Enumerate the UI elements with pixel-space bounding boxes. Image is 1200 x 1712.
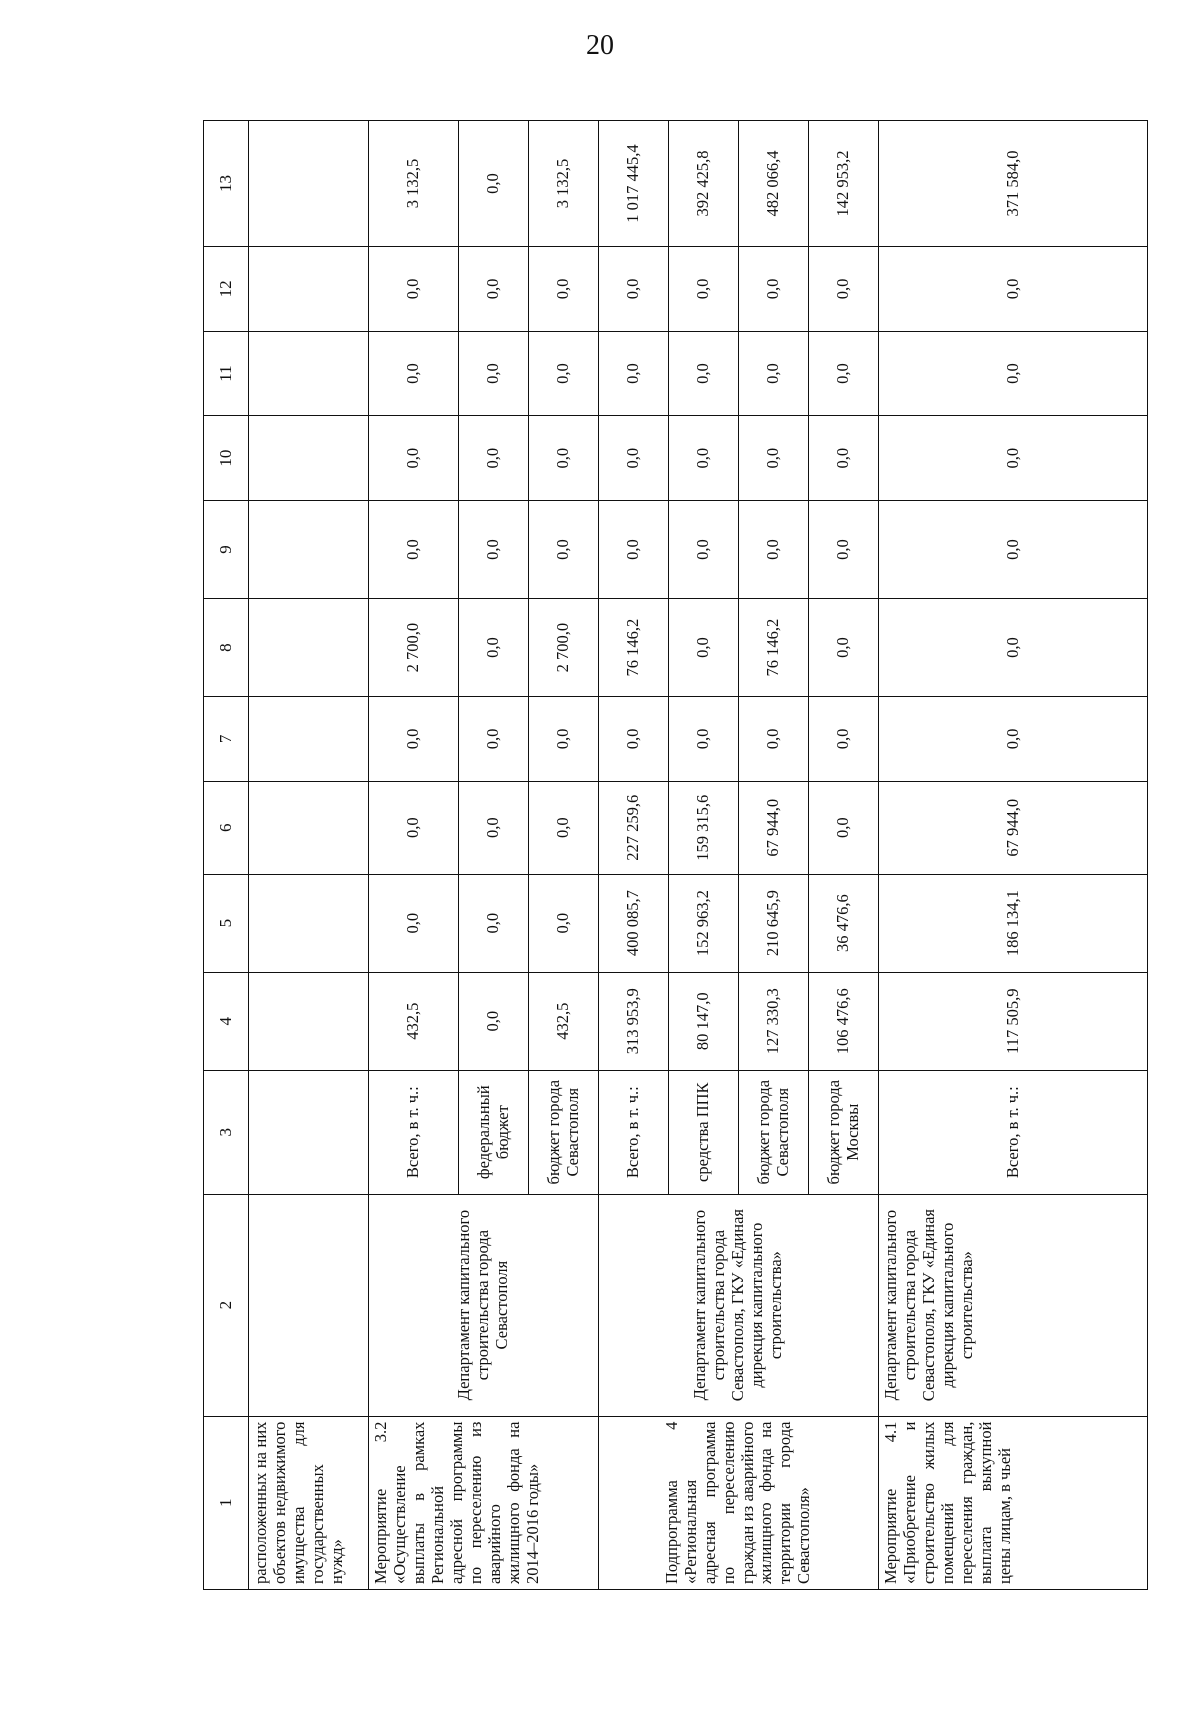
value-cell: 0,0 bbox=[669, 416, 739, 501]
source-cell: средства ППК bbox=[669, 1070, 739, 1194]
table-row bbox=[879, 121, 1148, 1590]
source-cell: федеральный бюджет bbox=[459, 1070, 529, 1194]
value-cell: 127 330,3 bbox=[739, 972, 809, 1070]
source-cell: бюджет города Севастополя bbox=[739, 1070, 809, 1194]
value-cell: 0,0 bbox=[739, 697, 809, 782]
value-cell: 392 425,8 bbox=[669, 121, 739, 247]
value-cell: 186 134,1 bbox=[879, 874, 1148, 972]
activity-name-cell: Подпрограмма 4 «Региональная адресная программа по переселению граждан из аварийного жилищного фонда на территории города Севастополя» bbox=[599, 1416, 879, 1589]
value-cell: 0,0 bbox=[369, 697, 459, 782]
value-cell: 0,0 bbox=[739, 500, 809, 598]
value-cell: 0,0 bbox=[459, 500, 529, 598]
source-cell: бюджет города Севастополя bbox=[529, 1070, 599, 1194]
value-cell: 227 259,6 bbox=[599, 781, 669, 874]
header-cell: 13 bbox=[204, 121, 249, 247]
value-cell: 0,0 bbox=[529, 874, 599, 972]
activity-name-cell: Мероприятие 3.2 «Осуществление выплаты в рамках Региональной адресной программы по переселению из аварийного жилищного фонда на 2014–2016 годы» bbox=[369, 1416, 599, 1589]
source-cell: бюджет города Москвы bbox=[809, 1070, 879, 1194]
value-cell: 0,0 bbox=[599, 247, 669, 332]
header-cell: 6 bbox=[204, 781, 249, 874]
value-cell: 0,0 bbox=[529, 781, 599, 874]
value-cell: 0,0 bbox=[879, 500, 1148, 598]
value-cell: 0,0 bbox=[739, 416, 809, 501]
value-cell: 0,0 bbox=[369, 500, 459, 598]
value-cell: 0,0 bbox=[809, 416, 879, 501]
value-cell: 0,0 bbox=[459, 331, 529, 416]
value-cell: 0,0 bbox=[879, 416, 1148, 501]
value-cell: 2 700,0 bbox=[369, 599, 459, 697]
value-cell: 0,0 bbox=[739, 247, 809, 332]
value-cell: 0,0 bbox=[809, 697, 879, 782]
value-cell: 0,0 bbox=[369, 247, 459, 332]
value-cell: 0,0 bbox=[369, 874, 459, 972]
value-cell: 0,0 bbox=[739, 331, 809, 416]
value-cell: 482 066,4 bbox=[739, 121, 809, 247]
value-cell: 0,0 bbox=[369, 781, 459, 874]
value-cell: 0,0 bbox=[809, 500, 879, 598]
header-cell: 12 bbox=[204, 247, 249, 332]
value-cell: 313 953,9 bbox=[599, 972, 669, 1070]
table-row bbox=[249, 121, 369, 1590]
value-cell: 0,0 bbox=[459, 247, 529, 332]
value-cell: 0,0 bbox=[599, 500, 669, 598]
value-cell: 0,0 bbox=[599, 697, 669, 782]
value-cell: 106 476,6 bbox=[809, 972, 879, 1070]
value-cell: 0,0 bbox=[459, 416, 529, 501]
value-cell: 0,0 bbox=[809, 247, 879, 332]
header-cell: 8 bbox=[204, 599, 249, 697]
activity-name-cell: Мероприятие 4.1 «Приобретение и строительство жилых помещений для переселения граждан, выплата выкупной цены лицам, в чьей bbox=[879, 1416, 1148, 1589]
value-cell: 117 505,9 bbox=[879, 972, 1148, 1070]
executor-cell: Департамент капитального строительства города Севастополя bbox=[369, 1194, 599, 1416]
value-cell: 0,0 bbox=[669, 331, 739, 416]
value-cell: 142 953,2 bbox=[809, 121, 879, 247]
executor-cell: Департамент капитального строительства города Севастополя, ГКУ «Единая дирекция капитального строительства» bbox=[599, 1194, 879, 1416]
value-cell: 0,0 bbox=[529, 500, 599, 598]
table-row bbox=[369, 121, 459, 1590]
source-cell: Всего, в т. ч.: bbox=[599, 1070, 669, 1194]
value-cell: 2 700,0 bbox=[529, 599, 599, 697]
header-cell: 5 bbox=[204, 874, 249, 972]
value-cell: 0,0 bbox=[459, 121, 529, 247]
rotated-table-container bbox=[203, 120, 1148, 1590]
header-cell: 10 bbox=[204, 416, 249, 501]
value-cell: 76 146,2 bbox=[599, 599, 669, 697]
value-cell: 432,5 bbox=[369, 972, 459, 1070]
value-cell: 67 944,0 bbox=[739, 781, 809, 874]
value-cell: 0,0 bbox=[459, 874, 529, 972]
activity-name-cell: расположенных на них объектов недвижимого имущества для государственных нужд» bbox=[249, 1416, 369, 1589]
value-cell: 0,0 bbox=[459, 972, 529, 1070]
value-cell: 0,0 bbox=[459, 781, 529, 874]
value-cell: 3 132,5 bbox=[529, 121, 599, 247]
value-cell: 0,0 bbox=[529, 416, 599, 501]
value-cell: 36 476,6 bbox=[809, 874, 879, 972]
value-cell: 3 132,5 bbox=[369, 121, 459, 247]
table-row bbox=[599, 121, 669, 1590]
value-cell: 0,0 bbox=[879, 331, 1148, 416]
value-cell: 0,0 bbox=[809, 599, 879, 697]
value-cell: 0,0 bbox=[669, 697, 739, 782]
value-cell: 0,0 bbox=[809, 781, 879, 874]
value-cell: 432,5 bbox=[529, 972, 599, 1070]
value-cell: 0,0 bbox=[669, 599, 739, 697]
value-cell: 159 315,6 bbox=[669, 781, 739, 874]
header-cell: 4 bbox=[204, 972, 249, 1070]
value-cell: 0,0 bbox=[669, 500, 739, 598]
value-cell: 0,0 bbox=[879, 247, 1148, 332]
value-cell: 0,0 bbox=[809, 331, 879, 416]
value-cell: 0,0 bbox=[879, 697, 1148, 782]
header-cell: 11 bbox=[204, 331, 249, 416]
value-cell: 0,0 bbox=[459, 599, 529, 697]
header-cell: 9 bbox=[204, 500, 249, 598]
value-cell: 1 017 445,4 bbox=[599, 121, 669, 247]
value-cell: 67 944,0 bbox=[879, 781, 1148, 874]
value-cell: 0,0 bbox=[369, 331, 459, 416]
executor-cell: Департамент капитального строительства города Севастополя, ГКУ «Единая дирекция капитального строительства» bbox=[879, 1194, 1148, 1416]
value-cell: 371 584,0 bbox=[879, 121, 1148, 247]
value-cell: 80 147,0 bbox=[669, 972, 739, 1070]
value-cell: 0,0 bbox=[669, 247, 739, 332]
source-cell: Всего, в т. ч.: bbox=[879, 1070, 1148, 1194]
header-cell: 7 bbox=[204, 697, 249, 782]
value-cell: 152 963,2 bbox=[669, 874, 739, 972]
source-cell: Всего, в т. ч.: bbox=[369, 1070, 459, 1194]
value-cell: 0,0 bbox=[369, 416, 459, 501]
value-cell: 0,0 bbox=[529, 697, 599, 782]
value-cell: 400 085,7 bbox=[599, 874, 669, 972]
header-cell: 3 bbox=[204, 1070, 249, 1194]
value-cell: 0,0 bbox=[599, 416, 669, 501]
header-cell: 2 bbox=[204, 1194, 249, 1416]
value-cell: 76 146,2 bbox=[739, 599, 809, 697]
budget-table bbox=[203, 120, 1148, 1590]
page-number: 20 bbox=[586, 30, 614, 61]
value-cell: 0,0 bbox=[879, 599, 1148, 697]
value-cell: 0,0 bbox=[459, 697, 529, 782]
header-row bbox=[204, 121, 249, 1590]
value-cell: 0,0 bbox=[599, 331, 669, 416]
value-cell: 0,0 bbox=[529, 331, 599, 416]
header-cell: 1 bbox=[204, 1416, 249, 1589]
value-cell: 0,0 bbox=[529, 247, 599, 332]
value-cell: 210 645,9 bbox=[739, 874, 809, 972]
